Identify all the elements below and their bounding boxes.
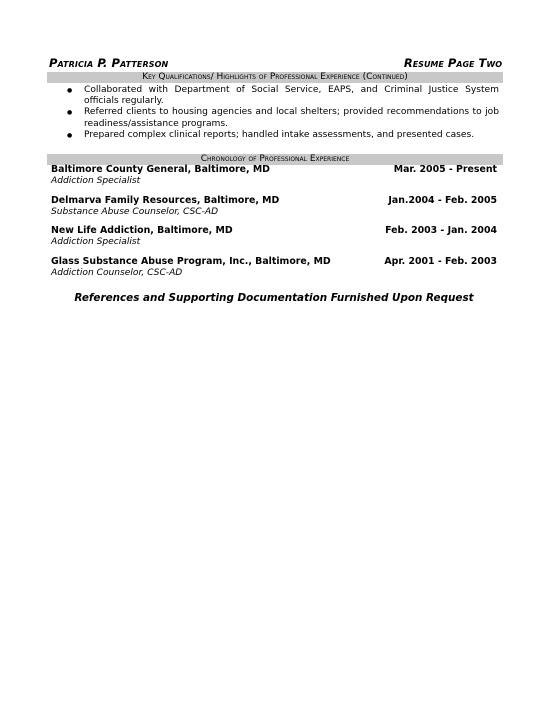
job-employer: Delmarva Family Resources, Baltimore, MD — [51, 195, 280, 206]
job-entry — [51, 225, 497, 249]
qualification-bullet: ● Prepared complex clinical reports; handled intake assessments, and presented cases. — [67, 130, 499, 141]
job-role: Addiction Specialist — [51, 237, 141, 247]
job-dates: Mar. 2005 - Present — [393, 164, 497, 175]
references-statement: References and Supporting Documentation Furnished Upon Request — [74, 292, 474, 304]
page-label: Resume Page Two — [403, 56, 502, 70]
job-entry — [51, 164, 497, 188]
job-entry — [51, 256, 497, 280]
qualifications-list — [67, 85, 499, 141]
job-employer: Glass Substance Abuse Program, Inc., Baltimore, MD — [51, 256, 331, 267]
job-role: Addiction Specialist — [51, 176, 141, 186]
page-header — [49, 56, 502, 72]
qualification-bullet: ● Referred clients to housing agencies and local shelters; provided recommendations to job readiness/assistance programs. — [67, 107, 499, 129]
job-role: Addiction Counselor, CSC-AD — [51, 268, 183, 278]
job-dates: Feb. 2003 - Jan. 2004 — [385, 225, 497, 236]
job-role: Substance Abuse Counselor, CSC-AD — [51, 207, 219, 217]
job-employer: New Life Addiction, Baltimore, MD — [51, 225, 233, 236]
candidate-name: Patricia P. Patterson — [49, 56, 169, 70]
qualification-bullet: ● Collaborated with Department of Social Service, EAPS, and Criminal Justice System officials regularly. — [67, 85, 499, 107]
job-dates: Apr. 2001 - Feb. 2003 — [384, 256, 497, 267]
job-dates: Jan.2004 - Feb. 2005 — [388, 195, 497, 206]
qualifications-heading: Key Qualifications/ Highlights of Professional Experience (Continued) — [47, 72, 503, 83]
job-entry — [51, 195, 497, 219]
chronology-heading: Chronology of Professional Experience — [47, 154, 503, 165]
job-employer: Baltimore County General, Baltimore, MD — [51, 164, 270, 175]
